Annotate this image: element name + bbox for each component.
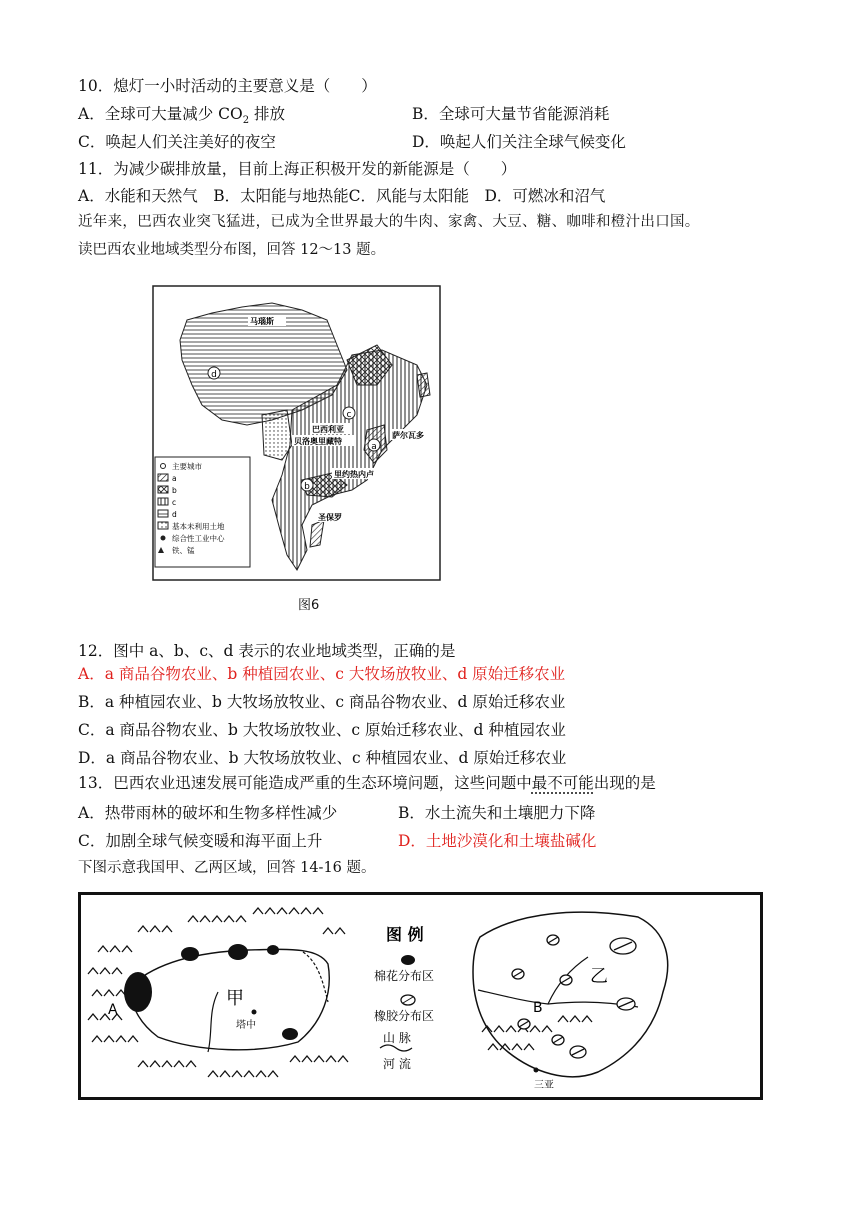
q12-option-b: B．a 种植园农业、b 大牧场放牧业、c 商品谷物农业、d 原始迁移农业 — [78, 693, 566, 711]
intro-brazil-line1: 近年来，巴西农业突飞猛进，已成为全世界最大的牛肉、家禽、大豆、糖、咖啡和橙汁出口国。 — [78, 214, 700, 230]
legend-industry: 综合性工业中心 — [172, 534, 225, 543]
map-label-c: c — [346, 410, 352, 420]
legend-mountain: 山 脉 — [383, 1031, 411, 1045]
intro-regions: 下图示意我国甲、乙两区域，回答 14-16 题。 — [78, 860, 376, 876]
legend-b: b — [172, 486, 177, 495]
q13-option-b: B．水土流失和土壤肥力下降 — [398, 804, 596, 822]
regions-map — [78, 892, 763, 1100]
map-label-b: b — [304, 482, 310, 492]
legend-river: 河 流 — [383, 1057, 411, 1071]
city-sanya: 三亚 — [534, 1080, 554, 1091]
city-rio: 里约热内卢 — [334, 470, 374, 479]
q10-stem: 10．熄灯一小时活动的主要意义是（ ） — [78, 77, 377, 95]
q13-emphasis: 最不可能 — [531, 774, 594, 792]
q13-option-a: A．热带雨林的破坏和生物多样性减少 — [78, 804, 338, 822]
map-label-d: d — [211, 370, 217, 380]
q12-option-a: A．a 商品谷物农业、b 种植园农业、c 大牧场放牧业、d 原始迁移农业 — [78, 665, 566, 683]
figure-caption: 图6 — [298, 598, 320, 613]
q12-option-c: C．a 商品谷物农业、b 大牧场放牧业、c 原始迁移农业、d 种植园农业 — [78, 721, 566, 739]
q13-option-d: D．土地沙漠化和土壤盐碱化 — [398, 832, 597, 850]
city-manaus: 马瑙斯 — [250, 317, 274, 326]
region-yi-label: 乙 — [590, 966, 608, 987]
legend-d: d — [172, 510, 177, 519]
q11-options: A．水能和天然气 B．太阳能与地热能C．风能与太阳能 D．可燃冰和沼气 — [78, 187, 606, 205]
city-sao-paulo: 圣保罗 — [318, 513, 342, 522]
q13-option-c: C．加剧全球气候变暖和海平面上升 — [78, 832, 323, 850]
legend-mineral: 铁、锰 — [172, 546, 195, 555]
q10-option-a: A．全球可大量减少 $CO_2$ 排放 — [78, 105, 286, 127]
q10-option-d: D．唤起人们关注全球气候变化 — [412, 133, 626, 151]
q11-stem: 11．为减少碳排放量，目前上海正积极开发的新能源是（ ） — [78, 160, 517, 178]
legend-unused: 基本未利用土地 — [172, 522, 225, 531]
legend-c: c — [172, 498, 177, 507]
city-tazhong: 塔中 — [236, 1020, 256, 1031]
label-b: B — [533, 1000, 543, 1016]
label-a: A — [108, 1002, 118, 1018]
city-belo-horizonte: 贝洛奥里藏特 — [294, 437, 342, 446]
q10-option-c: C．唤起人们关注美好的夜空 — [78, 133, 276, 151]
legend-cotton: 棉花分布区 — [374, 969, 435, 983]
q13-stem: 13．巴西农业迅速发展可能造成严重的生态环境问题，这些问题中最不可能出现的是 — [78, 774, 656, 792]
intro-brazil-line2: 读巴西农业地域类型分布图，回答 12～13 题。 — [78, 242, 386, 258]
q12-stem: 12．图中 a、b、c、d 表示的农业地域类型，正确的是 — [78, 642, 456, 660]
city-brasilia: 巴西利亚 — [312, 425, 344, 434]
legend-rubber: 橡胶分布区 — [374, 1009, 435, 1023]
map-legend — [155, 457, 250, 567]
legend-title: 图 例 — [386, 925, 424, 944]
city-salvador: 萨尔瓦多 — [392, 431, 424, 440]
legend-a: a — [172, 474, 177, 483]
legend-city: 主要城市 — [172, 462, 202, 471]
q10-option-b: B．全球可大量节省能源消耗 — [412, 105, 610, 123]
brazil-agriculture-map — [152, 285, 442, 581]
map-label-a: a — [371, 442, 377, 452]
q12-option-d: D．a 商品谷物农业、b 大牧场放牧业、c 种植园农业、d 原始迁移农业 — [78, 749, 567, 767]
region-jia-label: 甲 — [226, 988, 244, 1009]
